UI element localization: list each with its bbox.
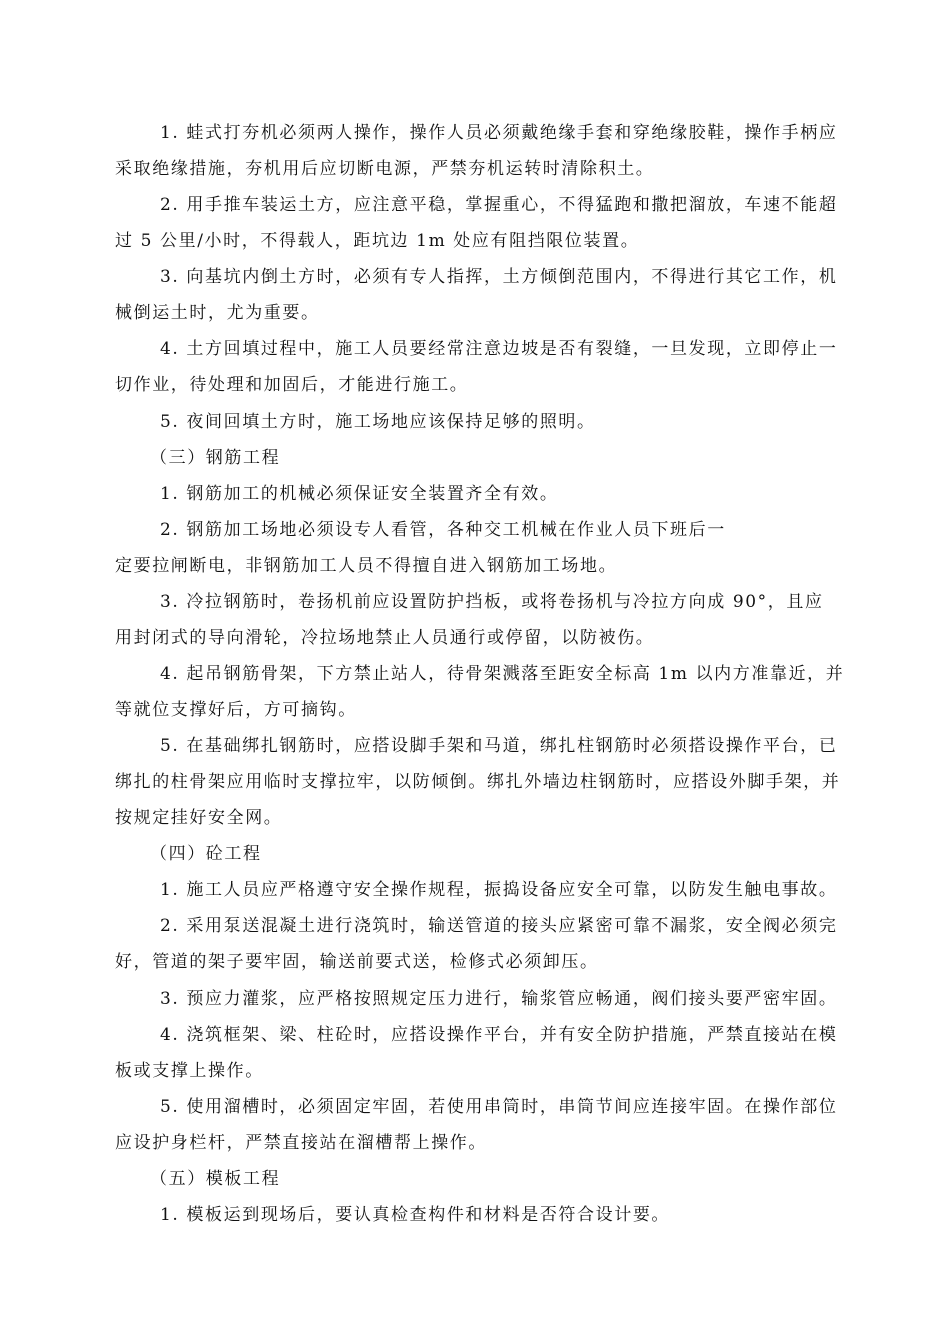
paragraph-line: 3. 冷拉钢筋时，卷扬机前应设置防护挡板，或将卷扬机与冷拉方向成 90°，且应 bbox=[160, 592, 824, 612]
section-heading: （五）模板工程 bbox=[150, 1169, 281, 1189]
paragraph-line: 5. 使用溜槽时，必须固定牢固，若使用串筒时，串筒节间应连接牢固。在操作部位 bbox=[160, 1097, 838, 1117]
paragraph-line: 应设护身栏杆，严禁直接站在溜槽帮上操作。 bbox=[115, 1133, 487, 1153]
paragraph-line: 4. 土方回填过程中，施工人员要经常注意边坡是否有裂缝，一旦发现，立即停止一 bbox=[160, 339, 838, 359]
paragraph-line: 1. 施工人员应严格遵守安全操作规程，振捣设备应安全可靠，以防发生触电事故。 bbox=[160, 880, 838, 900]
paragraph-line: 2. 钢筋加工场地必须设专人看管，各种交工机械在作业人员下班后一 bbox=[160, 520, 726, 540]
paragraph-line: 过 5 公里/小时，不得载人，距坑边 1m 处应有阻挡限位装置。 bbox=[115, 231, 640, 251]
paragraph-line: 3. 向基坑内倒土方时，必须有专人指挥，土方倾倒范围内，不得进行其它工作，机 bbox=[160, 267, 838, 287]
paragraph-line: 板或支撑上操作。 bbox=[115, 1061, 264, 1081]
section-heading: （四）砼工程 bbox=[150, 844, 262, 864]
paragraph-line: 2. 采用泵送混凝土进行浇筑时，输送管道的接头应紧密可靠不漏浆，安全阀必须完 bbox=[160, 916, 838, 936]
paragraph-line: 好，管道的架子要牢固，输送前要式送，检修式必须卸压。 bbox=[115, 952, 599, 972]
paragraph-line: 1. 钢筋加工的机械必须保证安全装置齐全有效。 bbox=[160, 484, 559, 504]
paragraph-line: 4. 浇筑框架、梁、柱砼时，应搭设操作平台，并有安全防护措施，严禁直接站在模 bbox=[160, 1025, 838, 1045]
paragraph-line: 4. 起吊钢筋骨架，下方禁止站人，待骨架溅落至距安全标高 1m 以内方准靠近，并 bbox=[160, 664, 845, 684]
paragraph-line: 3. 预应力灌浆，应严格按照规定压力进行，输浆管应畅通，阀们接头要严密牢固。 bbox=[160, 989, 838, 1009]
paragraph-line: 2. 用手推车装运土方，应注意平稳，掌握重心，不得猛跑和撒把溜放，车速不能超 bbox=[160, 195, 838, 215]
paragraph-line: 1. 模板运到现场后，要认真检查构件和材料是否符合设计要。 bbox=[160, 1205, 671, 1225]
paragraph-line: 定要拉闸断电，非钢筋加工人员不得擅自进入钢筋加工场地。 bbox=[115, 556, 618, 576]
paragraph-line: 5. 在基础绑扎钢筋时，应搭设脚手架和马道，绑扎柱钢筋时必须搭设操作平台，已 bbox=[160, 736, 838, 756]
paragraph-line: 绑扎的柱骨架应用临时支撑拉牢，以防倾倒。绑扎外墙边柱钢筋时，应搭设外脚手架，并 bbox=[115, 772, 841, 792]
paragraph-line: 切作业，待处理和加固后，才能进行施工。 bbox=[115, 375, 469, 395]
paragraph-line: 采取绝缘措施，夯机用后应切断电源，严禁夯机运转时清除积土。 bbox=[115, 159, 655, 179]
section-heading: （三）钢筋工程 bbox=[150, 448, 281, 468]
paragraph-line: 械倒运土时，尤为重要。 bbox=[115, 303, 320, 323]
paragraph-line: 按规定挂好安全网。 bbox=[115, 808, 283, 828]
paragraph-line: 等就位支撑好后，方可摘钩。 bbox=[115, 700, 357, 720]
paragraph-line: 用封闭式的导向滑轮，冷拉场地禁止人员通行或停留，以防被伤。 bbox=[115, 628, 655, 648]
paragraph-line: 5. 夜间回填土方时，施工场地应该保持足够的照明。 bbox=[160, 412, 596, 432]
paragraph-line: 1. 蛙式打夯机必须两人操作，操作人员必须戴绝缘手套和穿绝缘胶鞋，操作手柄应 bbox=[160, 123, 838, 143]
